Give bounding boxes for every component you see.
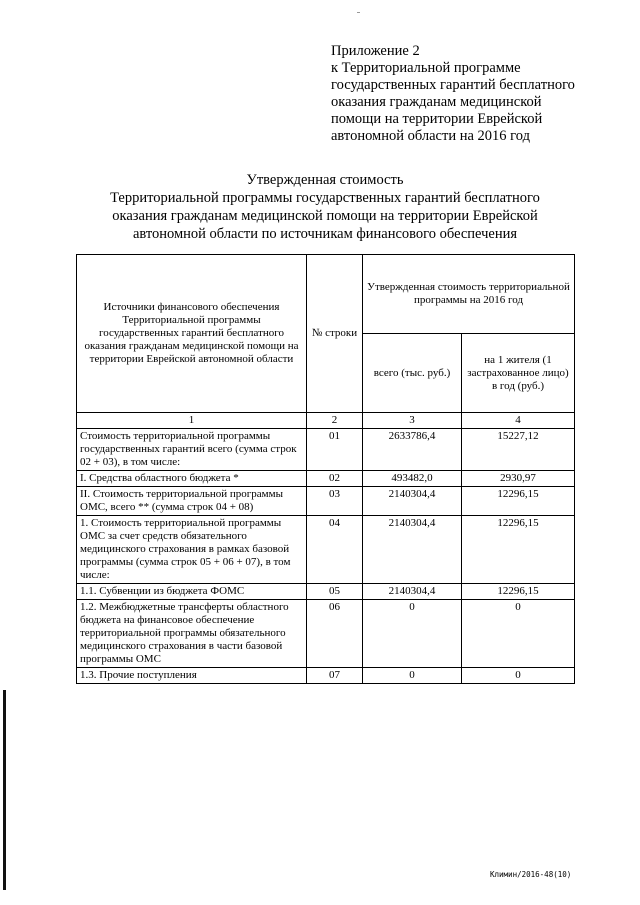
row-per-capita: 12296,15	[462, 516, 575, 584]
table-row	[77, 516, 575, 584]
appendix-line: автономной области на 2016 год	[331, 128, 530, 144]
row-per-capita: 0	[462, 668, 575, 684]
row-source: 1.2. Межбюджетные трансферты областного бюджета на финансовое обеспечение территориальной программы обязательного медицинского страхования в части базовой программы ОМС	[77, 600, 307, 668]
row-total: 2140304,4	[363, 584, 462, 600]
row-source: II. Стоимость территориальной программы ОМС, всего ** (сумма строк 04 + 08)	[77, 487, 307, 516]
table-row	[77, 471, 575, 487]
row-number: 04	[307, 516, 363, 584]
appendix-line: государственных гарантий бесплатного	[331, 77, 575, 93]
row-source: Стоимость территориальной программы государственных гарантий всего (сумма строк 02 + 03), в том числе:	[77, 429, 307, 471]
row-total: 0	[363, 668, 462, 684]
row-source: 1.3. Прочие поступления	[77, 668, 307, 684]
row-total: 493482,0	[363, 471, 462, 487]
appendix-line: помощи на территории Еврейской	[331, 111, 543, 127]
row-total: 0	[363, 600, 462, 668]
row-per-capita: 15227,12	[462, 429, 575, 471]
title-line: оказания гражданам медицинской помощи на территории Еврейской	[112, 208, 538, 224]
document-footer-code: Климин/2016-48(10)	[490, 870, 572, 879]
header-row	[77, 255, 575, 334]
row-total: 2140304,4	[363, 516, 462, 584]
table-row	[77, 429, 575, 471]
row-number: 02	[307, 471, 363, 487]
title-line: автономной области по источникам финансового обеспечения	[132, 226, 518, 242]
appendix-line: оказания гражданам медицинской	[331, 94, 542, 110]
column-number-row	[77, 413, 575, 429]
appendix-line: к Территориальной программе	[331, 60, 521, 76]
column-number: 2	[307, 413, 363, 429]
financing-table	[76, 254, 575, 684]
row-per-capita: 12296,15	[462, 487, 575, 516]
row-per-capita: 2930,97	[462, 471, 575, 487]
row-number: 07	[307, 668, 363, 684]
scan-margin-line	[3, 690, 6, 890]
row-number: 06	[307, 600, 363, 668]
row-total: 2633786,4	[363, 429, 462, 471]
header-per-capita: на 1 жителя (1 застрахованное лицо) в год (руб.)	[462, 334, 575, 413]
document-title	[60, 171, 590, 243]
row-source: 1.1. Субвенции из бюджета ФОМС	[77, 584, 307, 600]
title-line: Утвержденная стоимость	[246, 172, 404, 188]
row-total: 2140304,4	[363, 487, 462, 516]
row-per-capita: 12296,15	[462, 584, 575, 600]
scan-mark	[357, 12, 360, 13]
table-row	[77, 584, 575, 600]
table-row	[77, 487, 575, 516]
row-number: 03	[307, 487, 363, 516]
row-number: 05	[307, 584, 363, 600]
row-per-capita: 0	[462, 600, 575, 668]
title-line: Территориальной программы государственных гарантий бесплатного	[110, 190, 540, 206]
row-source: I. Средства областного бюджета *	[77, 471, 307, 487]
header-source: Источники финансового обеспечения Территориальной программы государственных гарантий бесплатного оказания гражданам медицинской помощи на территории Еврейской автономной области	[77, 255, 307, 413]
column-number: 3	[363, 413, 462, 429]
appendix-note	[331, 43, 621, 145]
table-row	[77, 600, 575, 668]
appendix-line: Приложение 2	[331, 43, 420, 59]
header-row-number: № строки	[307, 255, 363, 413]
header-approved-cost: Утвержденная стоимость территориальной программы на 2016 год	[363, 255, 575, 334]
column-number: 1	[77, 413, 307, 429]
row-source: 1. Стоимость территориальной программы ОМС за счет средств обязательного медицинского страхования в рамках базовой программы (сумма строк 05 + 06 + 07), в том числе:	[77, 516, 307, 584]
row-number: 01	[307, 429, 363, 471]
column-number: 4	[462, 413, 575, 429]
header-total: всего (тыс. руб.)	[363, 334, 462, 413]
table-row	[77, 668, 575, 684]
